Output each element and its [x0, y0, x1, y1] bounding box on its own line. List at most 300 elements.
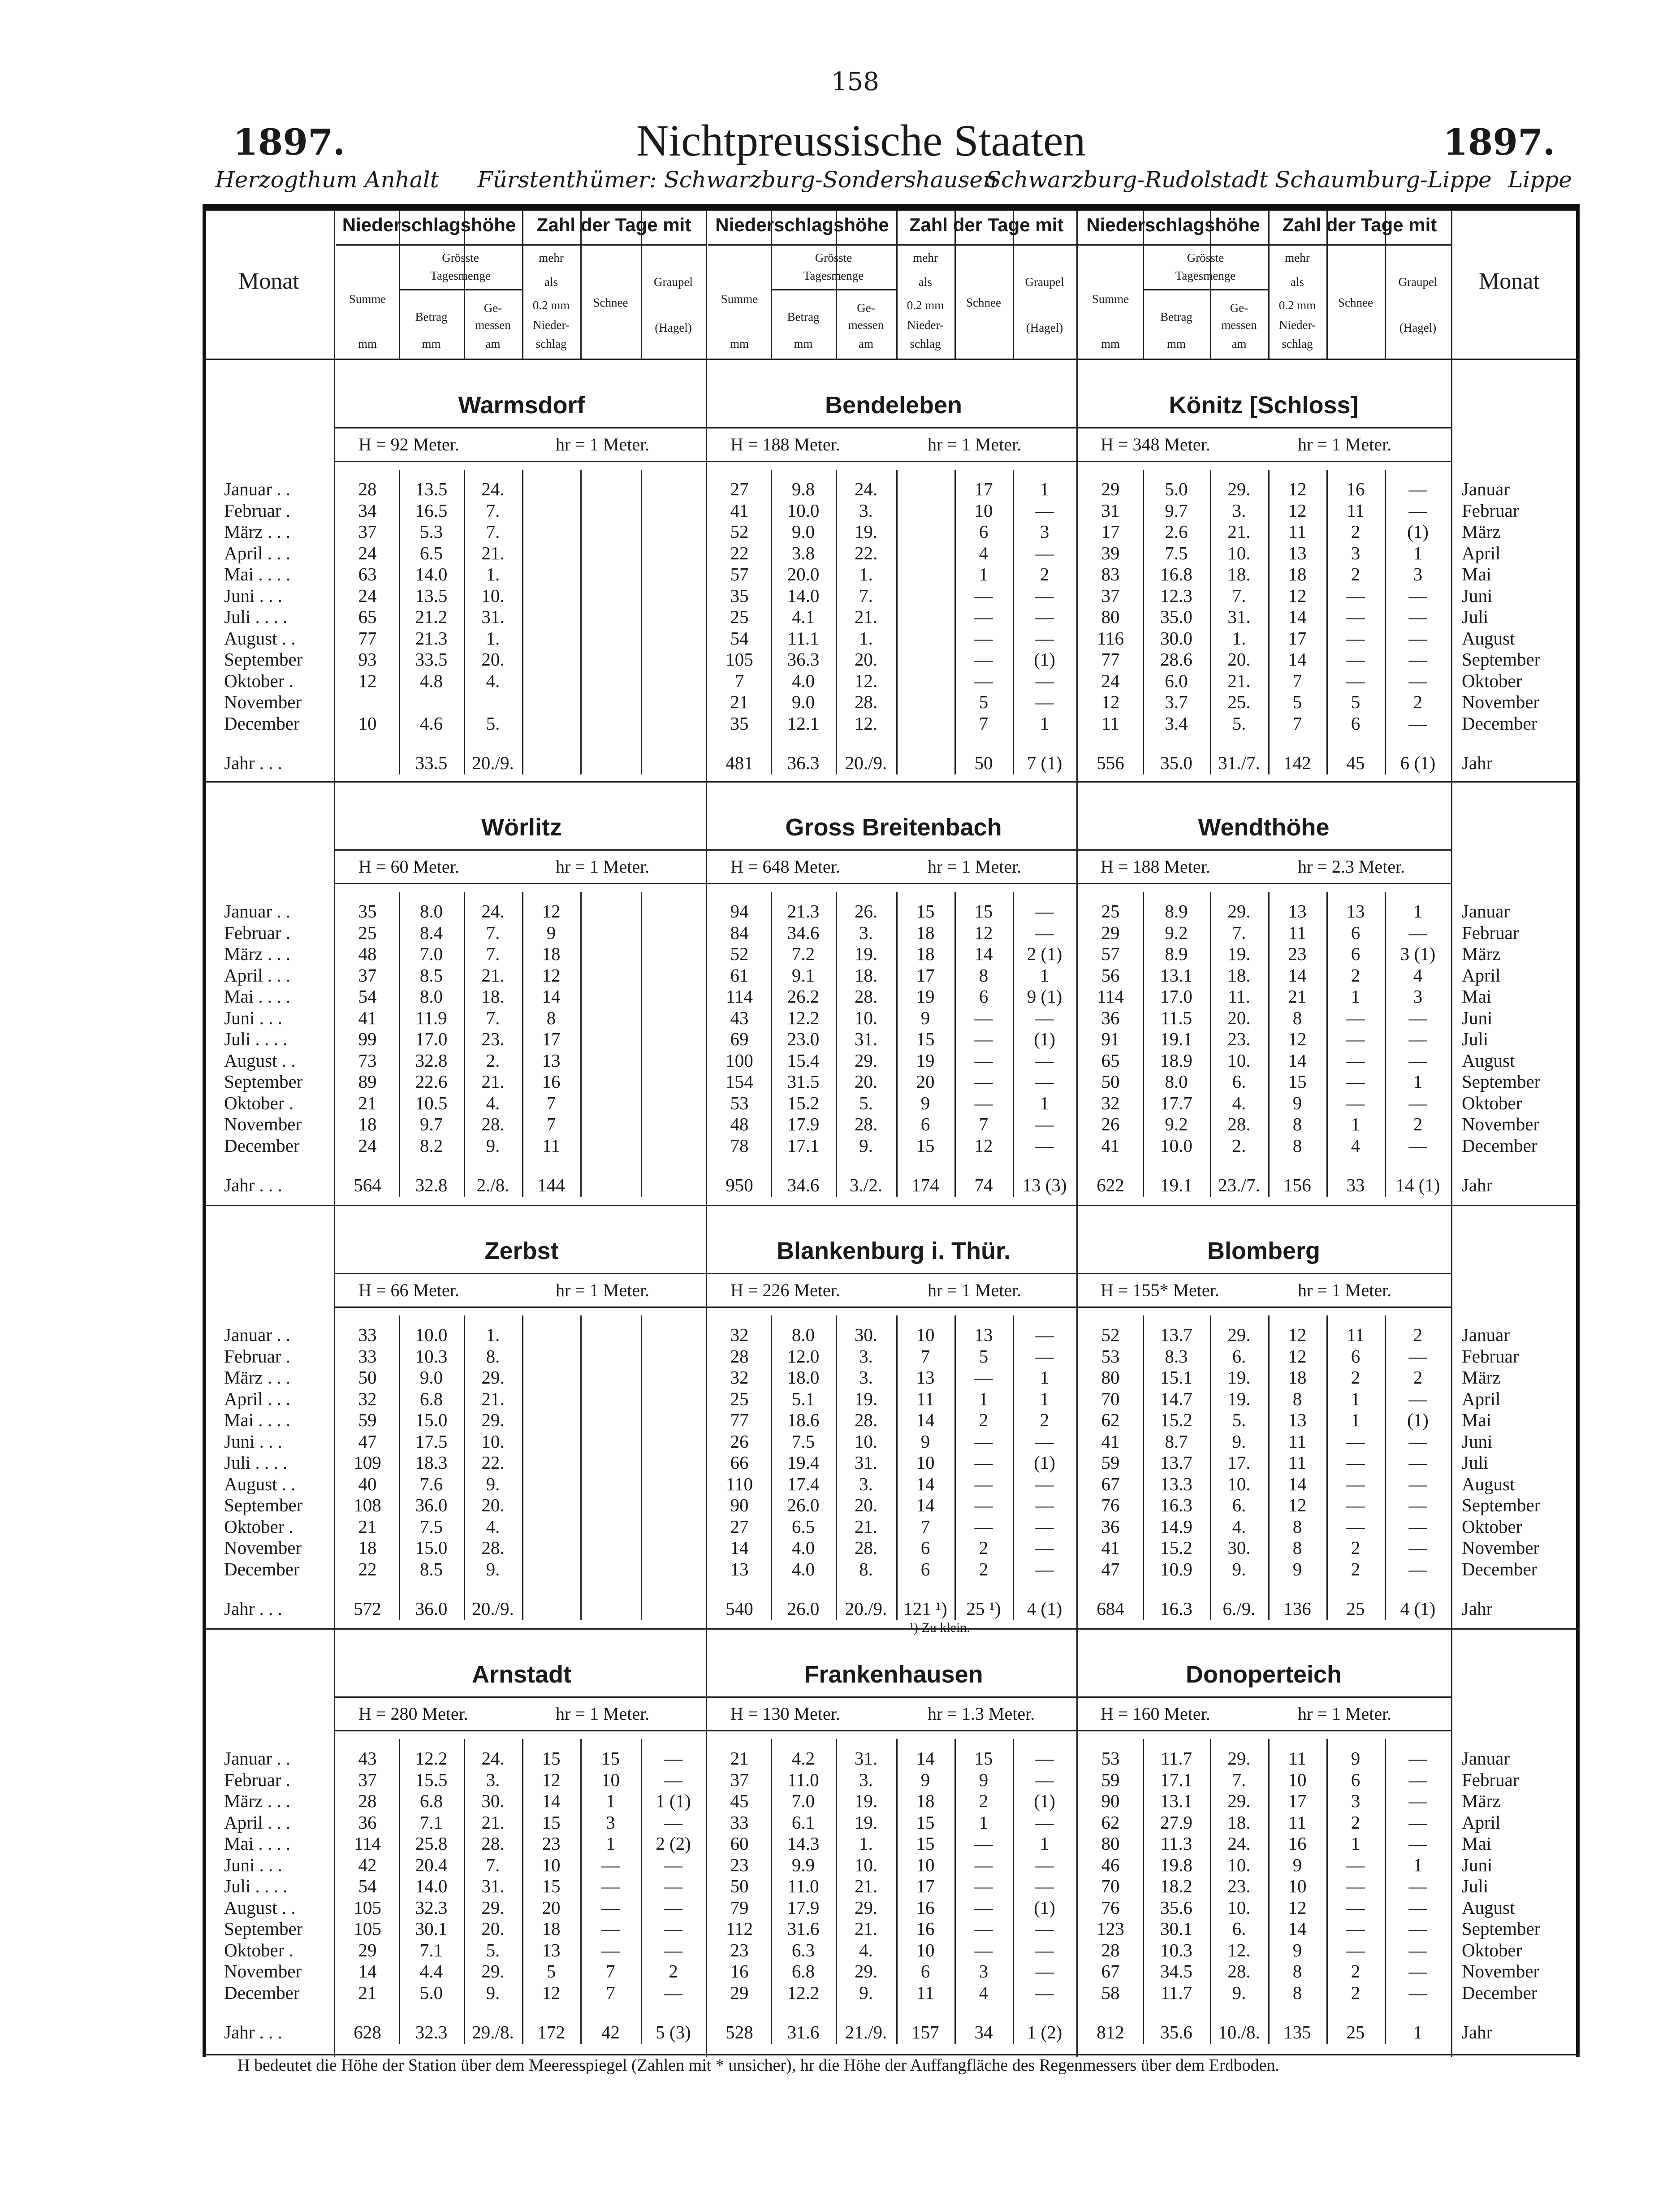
table-cell: 21	[730, 1748, 749, 1769]
table-cell: 31	[1101, 500, 1120, 521]
table-cell	[580, 1431, 641, 1453]
table-cell	[641, 1559, 706, 1580]
jahr-cell: 25	[1346, 1598, 1365, 1619]
table-cell: (1)	[1407, 521, 1429, 542]
data-top-rule	[334, 883, 1451, 884]
table-cell	[580, 543, 641, 564]
table-cell: 18	[916, 943, 935, 964]
table-cell	[522, 1474, 580, 1495]
table-cell: 28.	[481, 1833, 505, 1854]
table-cell: 57	[730, 564, 749, 584]
table-cell: 28.	[854, 1410, 878, 1430]
table-cell: 1 (1)	[656, 1791, 691, 1811]
table-cell: 4.	[486, 1092, 500, 1113]
table-cell: —	[1408, 1982, 1427, 2003]
table-cell: 18.	[1227, 564, 1251, 584]
station-elevation: H = 188 Meter.	[730, 434, 840, 454]
month-label: Juni	[1462, 1007, 1493, 1028]
table-cell: 1	[979, 564, 989, 584]
table-cell: 6.8	[419, 1388, 443, 1409]
table-cell: 20.	[481, 649, 505, 670]
summe-column	[708, 901, 771, 1156]
table-cell: —	[1035, 1114, 1054, 1134]
als-header: als	[919, 275, 932, 289]
table-cell: 112	[726, 1918, 753, 1939]
table-cell	[641, 1029, 706, 1050]
gauge-height: hr = 1 Meter.	[556, 434, 650, 454]
table-cell: 8.7	[1165, 1431, 1188, 1452]
header-subrule	[1143, 289, 1268, 290]
month-label: Oktober	[1462, 1939, 1522, 1960]
table-cell: 42	[358, 1854, 377, 1875]
table-cell: 12	[1288, 500, 1307, 521]
groesste-header: Grösste	[815, 251, 852, 264]
table-cell: 1	[1040, 713, 1049, 734]
table-cell: 14	[1288, 1473, 1307, 1494]
table-cell: 69	[730, 1029, 749, 1049]
table-cell: 17.0	[415, 1029, 448, 1049]
month-label: Juni	[1462, 1854, 1493, 1875]
betrag-column	[399, 1748, 464, 2003]
table-cell: 3	[1351, 1791, 1360, 1811]
month-label: August . .	[224, 1473, 296, 1494]
table-cell: 1	[1351, 1388, 1360, 1409]
table-cell: 1	[1413, 901, 1423, 921]
table-cell	[641, 1008, 706, 1029]
table-cell: 77	[1101, 649, 1120, 670]
table-cell: 12	[1288, 1495, 1307, 1515]
table-cell: 5	[1351, 692, 1360, 712]
table-cell: —	[1346, 1918, 1365, 1939]
table-cell: 5	[979, 1345, 989, 1367]
mm-header: mm	[1166, 337, 1186, 350]
am-column	[1210, 1748, 1268, 2003]
table-cell: 32	[730, 1367, 749, 1388]
table-cell: —	[1346, 1431, 1365, 1452]
table-cell: 28.6	[1160, 649, 1192, 670]
table-cell	[896, 713, 954, 735]
month-label: Juni	[1462, 585, 1493, 606]
niederschlagshoehe-header: Niederschlagshöhe	[715, 214, 889, 235]
table-cell: 83	[1101, 564, 1120, 584]
month-label: December	[1462, 1135, 1537, 1156]
month-label: Februar .	[224, 922, 291, 943]
table-cell: 9.7	[419, 1114, 443, 1134]
month-list-right	[1462, 479, 1540, 734]
jahr-label-right: Jahr	[1462, 2022, 1493, 2042]
jahr-label-left: Jahr . . .	[224, 1598, 282, 1619]
am-column	[836, 901, 896, 1156]
month-label: August	[1462, 1897, 1515, 1918]
table-cell: 34.6	[787, 922, 820, 943]
table-cell: 77	[358, 627, 377, 649]
table-cell: 30.0	[1160, 627, 1192, 649]
table-cell: 21.	[481, 965, 505, 986]
table-cell: 15.2	[1160, 1410, 1192, 1430]
summe-header: Summe	[349, 292, 386, 306]
table-cell: 31.	[1227, 606, 1251, 627]
table-cell: 24	[358, 542, 377, 563]
table-cell: 3	[1040, 521, 1049, 542]
table-cell: 14.0	[787, 585, 820, 606]
jahr-cell: 20./9.	[472, 753, 514, 773]
table-cell: 7	[606, 1961, 615, 1981]
table-cell: 29.	[854, 1050, 878, 1071]
table-cell	[580, 692, 641, 713]
table-cell: —	[1035, 1431, 1054, 1452]
table-cell: 43	[730, 1007, 749, 1028]
table-cell: 1.	[1232, 627, 1246, 649]
table-cell: 6.5	[419, 542, 443, 563]
table-cell: 16	[1288, 1833, 1307, 1854]
table-cell: 2	[1351, 1812, 1360, 1833]
table-cell: —	[1035, 1876, 1054, 1896]
table-cell: —	[1035, 1135, 1054, 1156]
table-cell: 10	[916, 1939, 935, 1960]
gauge-height: hr = 1 Meter.	[928, 1280, 1022, 1300]
table-cell: 7.	[486, 922, 500, 943]
table-cell: 11	[1347, 1324, 1365, 1345]
table-cell	[522, 606, 580, 628]
table-cell: 12	[1288, 585, 1307, 606]
month-label: September	[1462, 649, 1541, 670]
station-name: Warmsdorf	[458, 392, 585, 419]
table-cell: 1.	[486, 627, 500, 649]
nieder-header: Nieder-	[1279, 318, 1316, 332]
table-cell: 8.0	[1165, 1071, 1188, 1092]
table-cell: 7.0	[791, 1791, 815, 1811]
table-cell: —	[1408, 922, 1427, 943]
data-top-rule	[334, 1306, 1451, 1308]
table-cell	[896, 521, 954, 543]
station-info-rule	[334, 427, 1451, 428]
table-cell: 36.3	[787, 649, 820, 670]
table-cell: —	[1346, 1092, 1365, 1113]
month-label: April	[1462, 542, 1501, 563]
table-cell: 80	[1101, 1833, 1120, 1854]
table-cell: 39	[1101, 542, 1120, 563]
header-bottom-rule	[206, 359, 1580, 360]
table-cell: 20.	[1227, 1007, 1251, 1028]
table-cell: 6	[920, 1537, 930, 1558]
table-cell: 32	[1101, 1092, 1120, 1113]
table-cell	[641, 521, 706, 543]
table-cell: 20.	[854, 649, 878, 670]
table-cell	[522, 521, 580, 543]
table-cell: 1	[1351, 1833, 1360, 1854]
graupel-column	[641, 901, 706, 1156]
ge-header: Ge-	[857, 301, 875, 315]
table-cell: 11	[1288, 1431, 1306, 1452]
table-cell: 17	[974, 479, 993, 499]
month-label: Juli . . . .	[224, 1452, 288, 1473]
month-label: November	[224, 1114, 302, 1134]
table-cell: 6.5	[791, 1516, 815, 1537]
am-header: am	[1231, 337, 1247, 350]
table-cell: —	[1346, 606, 1365, 627]
month-label: December	[1462, 713, 1537, 734]
table-cell: 17	[916, 1876, 935, 1896]
table-cell: 25	[730, 1388, 749, 1409]
table-cell: 8	[1292, 1135, 1302, 1156]
table-cell: 78	[730, 1135, 749, 1156]
table-cell: 59	[1101, 1452, 1120, 1473]
table-cell	[522, 628, 580, 649]
band-separator	[206, 1205, 1580, 1206]
table-cell: 26	[730, 1431, 749, 1452]
table-cell: 17.4	[787, 1473, 820, 1494]
jahr-label-left: Jahr . . .	[224, 2022, 282, 2042]
table-cell	[580, 1114, 641, 1135]
table-cell: 13	[1288, 1410, 1307, 1430]
table-cell: 19.	[1227, 1367, 1251, 1388]
table-cell: 10.3	[1160, 1939, 1192, 1960]
station-name: Könitz [Schloss]	[1169, 392, 1359, 419]
jahr-cell: 1	[1413, 2022, 1423, 2042]
mehr-column	[1268, 1324, 1326, 1580]
hagel-header: (Hagel)	[655, 321, 692, 334]
nieder-header: Nieder-	[533, 318, 570, 332]
table-cell	[896, 585, 954, 607]
station-elevation: H = 348 Meter.	[1101, 434, 1210, 454]
table-cell: 3.	[859, 1367, 873, 1388]
table-cell: 19.	[854, 1388, 878, 1409]
table-cell: 4.	[1232, 1092, 1246, 1113]
table-cell: 3.	[859, 1769, 873, 1790]
table-cell: 21.3	[415, 627, 448, 649]
table-cell: 8.9	[1165, 943, 1188, 964]
table-cell: 18	[1288, 1367, 1307, 1388]
table-cell	[641, 1410, 706, 1431]
table-cell: 5.	[486, 1939, 500, 1960]
month-label: Februar	[1462, 500, 1519, 521]
jahr-cell: 50	[974, 753, 993, 773]
jahr-cell: 135	[1283, 2022, 1311, 2042]
jahr-label-right: Jahr	[1462, 1598, 1493, 1619]
tagesmenge-header: Tagesmenge	[803, 269, 864, 282]
table-cell: 4.4	[419, 1961, 443, 1981]
table-cell: 73	[358, 1050, 377, 1071]
month-label: Januar . .	[224, 479, 291, 499]
table-cell: 23.	[1227, 1029, 1251, 1049]
summe-column	[336, 479, 399, 734]
jahr-cell: 25	[1346, 2022, 1365, 2042]
table-cell	[580, 1495, 641, 1516]
table-cell: 14	[730, 1537, 749, 1558]
table-cell: 4.	[1232, 1516, 1246, 1537]
month-label: September	[1462, 1071, 1541, 1092]
table-cell: 22	[358, 1558, 377, 1579]
mehr-header: mehr	[913, 251, 938, 264]
table-cell: —	[974, 1452, 993, 1473]
table-cell: 6	[1351, 922, 1360, 943]
jahr-cell: 3./2.	[850, 1175, 882, 1195]
table-cell: 18	[1288, 564, 1307, 584]
table-cell: 2.	[486, 1050, 500, 1071]
table-cell: 99	[358, 1029, 377, 1049]
table-cell: 1	[1040, 1367, 1049, 1388]
table-cell: 12	[358, 670, 377, 691]
table-cell: 21	[358, 1982, 377, 2003]
table-cell: 16.5	[415, 500, 448, 521]
table-cell	[896, 479, 954, 500]
jahr-cell: 144	[537, 1175, 565, 1195]
table-cell: 6.	[1232, 1345, 1246, 1367]
table-cell	[580, 1135, 641, 1157]
table-cell: 10.	[1227, 542, 1251, 563]
table-cell: —	[1408, 1516, 1427, 1537]
table-cell: 8.2	[419, 1135, 443, 1156]
month-label: Oktober .	[224, 1516, 294, 1537]
table-cell	[522, 671, 580, 692]
table-cell: 25.8	[415, 1833, 448, 1854]
table-cell: 4.6	[419, 713, 443, 734]
table-cell: 36	[358, 1812, 377, 1833]
schlag-header: schlag	[536, 337, 567, 350]
jahr-cell: 628	[354, 2022, 381, 2042]
table-cell: 58	[1101, 1982, 1120, 2003]
gauge-height: hr = 1 Meter.	[556, 1704, 650, 1724]
table-cell: 6	[979, 986, 989, 1007]
table-cell: 30.	[854, 1324, 878, 1345]
table-cell: 47	[358, 1431, 377, 1452]
table-cell	[641, 1135, 706, 1157]
table-cell: 11	[1288, 1812, 1306, 1833]
table-cell: 4.0	[791, 1537, 815, 1558]
ge-header: Ge-	[1230, 301, 1248, 315]
hagel-header: (Hagel)	[1026, 321, 1063, 334]
mehr-column	[896, 479, 954, 734]
table-cell: 30.1	[415, 1918, 448, 1939]
graupel-header: Graupel	[1398, 275, 1438, 289]
table-cell: 28	[1101, 1939, 1120, 1960]
table-cell: 9	[979, 1769, 989, 1790]
table-cell: —	[664, 1748, 682, 1769]
jahr-cell: 20./9.	[845, 753, 887, 773]
table-cell	[522, 543, 580, 564]
table-cell: —	[1035, 1473, 1054, 1494]
table-cell: 46	[1101, 1854, 1120, 1875]
table-cell: 23	[542, 1833, 561, 1854]
table-cell: 14	[358, 1961, 377, 1981]
table-cell	[522, 713, 580, 735]
table-cell: 21	[730, 692, 749, 712]
table-cell	[641, 1367, 706, 1389]
table-cell: 36.0	[415, 1495, 448, 1515]
jahr-cell: 35.0	[1160, 753, 1192, 773]
table-cell: 17	[916, 965, 935, 986]
table-cell: 12.2	[787, 1007, 820, 1028]
column-divider	[334, 208, 335, 2057]
table-cell: 35.6	[1160, 1897, 1192, 1918]
graupel-column	[641, 1748, 706, 2003]
footer-note: H bedeutet die Höhe der Station über dem Meeresspiegel (Zahlen mit * unsicher), hr die Höhe der Auffangfläche des Regenmessers über dem Erdboden.	[238, 2056, 1279, 2075]
table-cell: 21	[358, 1092, 377, 1113]
table-cell: 48	[730, 1114, 749, 1134]
table-cell: 6	[1351, 1345, 1360, 1367]
table-cell: 52	[730, 521, 749, 542]
month-label: December	[224, 1558, 300, 1579]
table-cell: 14	[1288, 649, 1307, 670]
table-cell: 13	[1346, 901, 1365, 921]
table-cell: —	[1408, 1537, 1427, 1558]
jahr-cell: 564	[354, 1175, 381, 1195]
month-label: Juni . . .	[224, 1854, 282, 1875]
messen-header: messen	[1221, 318, 1257, 332]
state-schaumburg-lippe: Schaumburg-Lippe	[1275, 167, 1492, 193]
station-info-rule	[334, 1273, 1451, 1274]
table-cell: 7	[546, 1114, 556, 1134]
table-cell: 28	[358, 479, 377, 499]
table-cell: (1)	[1034, 649, 1055, 670]
month-list-right	[1462, 1324, 1540, 1580]
station-elevation: H = 188 Meter.	[1101, 857, 1210, 877]
betrag-column	[1143, 1748, 1210, 2003]
table-cell: —	[664, 1769, 682, 1790]
summe-column	[708, 1748, 771, 2003]
table-cell: 33	[358, 1345, 377, 1367]
am-column	[836, 1324, 896, 1580]
month-label: Februar	[1462, 1769, 1519, 1790]
table-cell: 67	[1101, 1961, 1120, 1981]
table-cell: 9	[546, 922, 556, 943]
table-cell: 8	[1292, 1537, 1302, 1558]
month-list-left	[224, 1324, 302, 1580]
table-cell: 7.5	[1165, 542, 1188, 563]
table-cell: 8.0	[419, 901, 443, 921]
table-cell: 54	[358, 986, 377, 1007]
table-cell: 8.4	[419, 922, 443, 943]
table-cell: —	[1035, 1982, 1054, 2003]
table-cell: 14	[916, 1495, 935, 1515]
band-separator	[206, 1628, 1580, 1630]
table-cell: —	[1346, 585, 1365, 606]
betrag-column	[399, 901, 464, 1156]
table-cell: 28	[730, 1345, 749, 1367]
table-cell: 10.	[1227, 1854, 1251, 1875]
table-cell: —	[1035, 901, 1054, 921]
month-label: Mai	[1462, 1833, 1492, 1854]
table-cell: 59	[358, 1410, 377, 1430]
table-cell	[580, 1071, 641, 1093]
table-cell	[580, 713, 641, 735]
jahr-cell: 42	[601, 2022, 620, 2042]
table-cell	[580, 943, 641, 965]
table-cell: 15	[542, 1876, 561, 1896]
table-cell: —	[1035, 1748, 1054, 1769]
page-title: Nichtpreussische Staaten	[636, 116, 1086, 165]
table-cell: 28.	[854, 986, 878, 1007]
table-cell: 13	[542, 1939, 561, 1960]
table-cell: 3.	[1232, 500, 1246, 521]
table-cell: 15.0	[415, 1537, 448, 1558]
table-cell: —	[1408, 606, 1427, 627]
table-cell: —	[1346, 1050, 1365, 1071]
nieder-header: Nieder-	[907, 318, 944, 332]
table-cell	[641, 1093, 706, 1114]
table-cell: 21	[358, 1516, 377, 1537]
betrag-column	[399, 479, 464, 734]
table-cell: —	[1346, 1854, 1365, 1875]
table-cell: 8.5	[419, 1558, 443, 1579]
summe-column	[1078, 901, 1143, 1156]
mehr-column	[522, 1324, 580, 1580]
table-cell: 12	[542, 965, 561, 986]
table-cell: 12	[1288, 1029, 1307, 1049]
table-cell: 31.6	[787, 1918, 820, 1939]
table-cell	[580, 1559, 641, 1580]
table-cell: 7.	[486, 521, 500, 542]
